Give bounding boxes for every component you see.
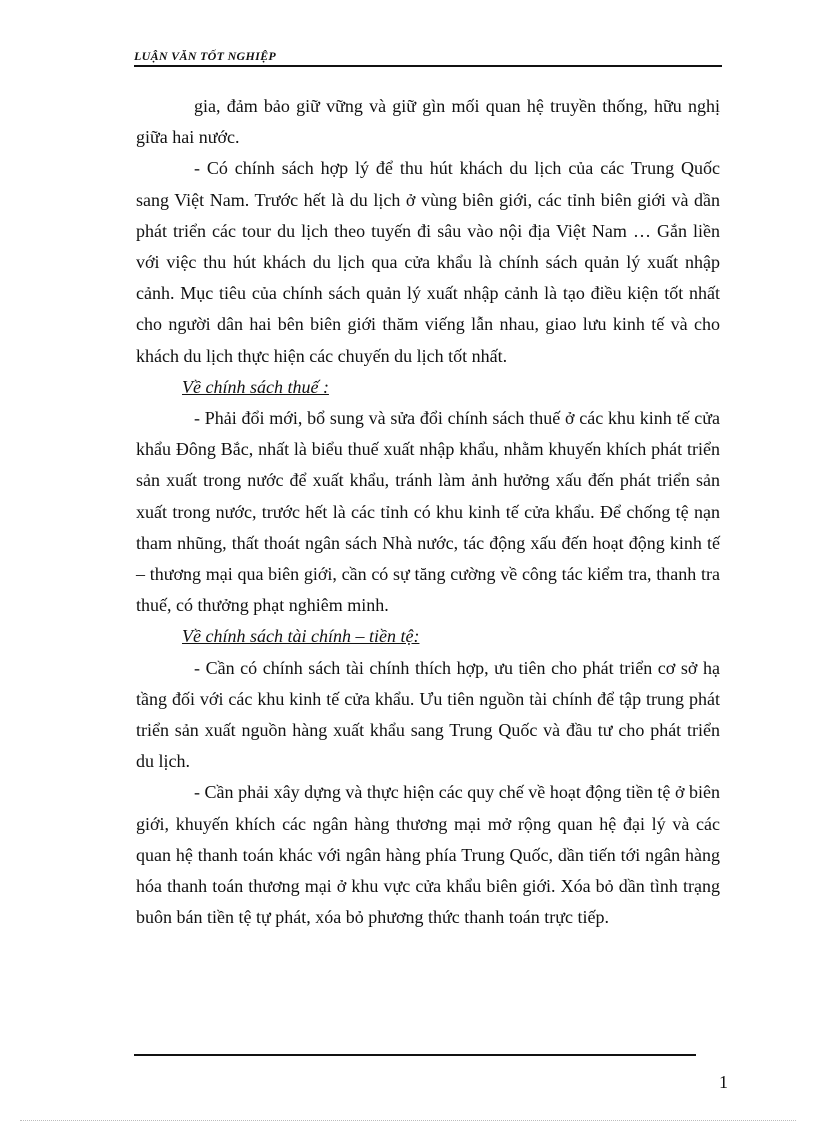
subheading-tax-policy: Về chính sách thuế : [182,376,329,397]
paragraph-monetary-regulation: - Cần phải xây dựng và thực hiện các quy chế về hoạt động tiền tệ ở biên giới, khuyến khích các ngân hàng thương mại mở rộng quan hệ đại lý và các quan hệ thanh toán khác với ngân hàng phía Trung Quốc, dần tiến tới ngân hàng hóa thanh toán thương mại ở khu vực cửa khẩu biên giới. Xóa bỏ dần tình trạng buôn bán tiền tệ tự phát, xóa bỏ phương thức thanh toán trực tiếp. [136,782,720,928]
document-body [136,91,720,933]
running-header: LUẬN VĂN TỐT NGHIỆP [134,49,277,63]
paragraph-tax-policy: - Phải đổi mới, bổ sung và sửa đổi chính sách thuế ở các khu kinh tế cửa khẩu Đông Bắc, nhất là biểu thuế xuất nhập khẩu, nhằm khuyến khích phát triển sản xuất trong nước để xuất khẩu, tránh làm ảnh hưởng xấu đến phát triển sản xuất trong nước, trước hết là các tỉnh có khu kinh tế cửa khẩu. Để chống tệ nạn tham nhũng, thất thoát ngân sách Nhà nước, tác động xấu đến hoạt động kinh tế – thương mại qua biên giới, cần có sự tăng cường về công tác kiểm tra, thanh tra thuế, có thưởng phạt nghiêm minh. [136,408,720,616]
page-edge-dots [20,1120,796,1121]
paragraph-tourism-policy: - Có chính sách hợp lý để thu hút khách du lịch của các Trung Quốc sang Việt Nam. Trước hết là du lịch ở vùng biên giới, các tỉnh biên giới và dần phát triển các tour du lịch theo tuyến đi sâu vào nội địa Việt Nam … Gắn liền với việc thu hút khách du lịch qua cửa khẩu là chính sách quản lý xuất nhập cảnh. Mục tiêu của chính sách quản lý xuất nhập cảnh là tạo điều kiện tốt nhất cho người dân hai bên biên giới thăm viếng lẫn nhau, giao lưu kinh tế và cho khách du lịch thực hiện các chuyến du lịch tốt nhất. [136,158,720,366]
paragraph-continuation: gia, đảm bảo giữ vững và giữ gìn mối quan hệ truyền thống, hữu nghị giữa hai nước. [136,96,720,148]
subheading-finance-policy: Về chính sách tài chính – tiền tệ: [182,626,420,647]
page-number: 1 [719,1072,728,1092]
footer-rule [134,1054,696,1056]
paragraph-finance-infrastructure: - Cần có chính sách tài chính thích hợp, ưu tiên cho phát triển cơ sở hạ tầng đối với các khu kinh tế cửa khẩu. Ưu tiên nguồn tài chính để tập trung phát triển sản xuất nguồn hàng xuất khẩu sang Trung Quốc và đầu tư cho phát triển du lịch. [136,657,720,772]
header-rule [134,65,722,67]
